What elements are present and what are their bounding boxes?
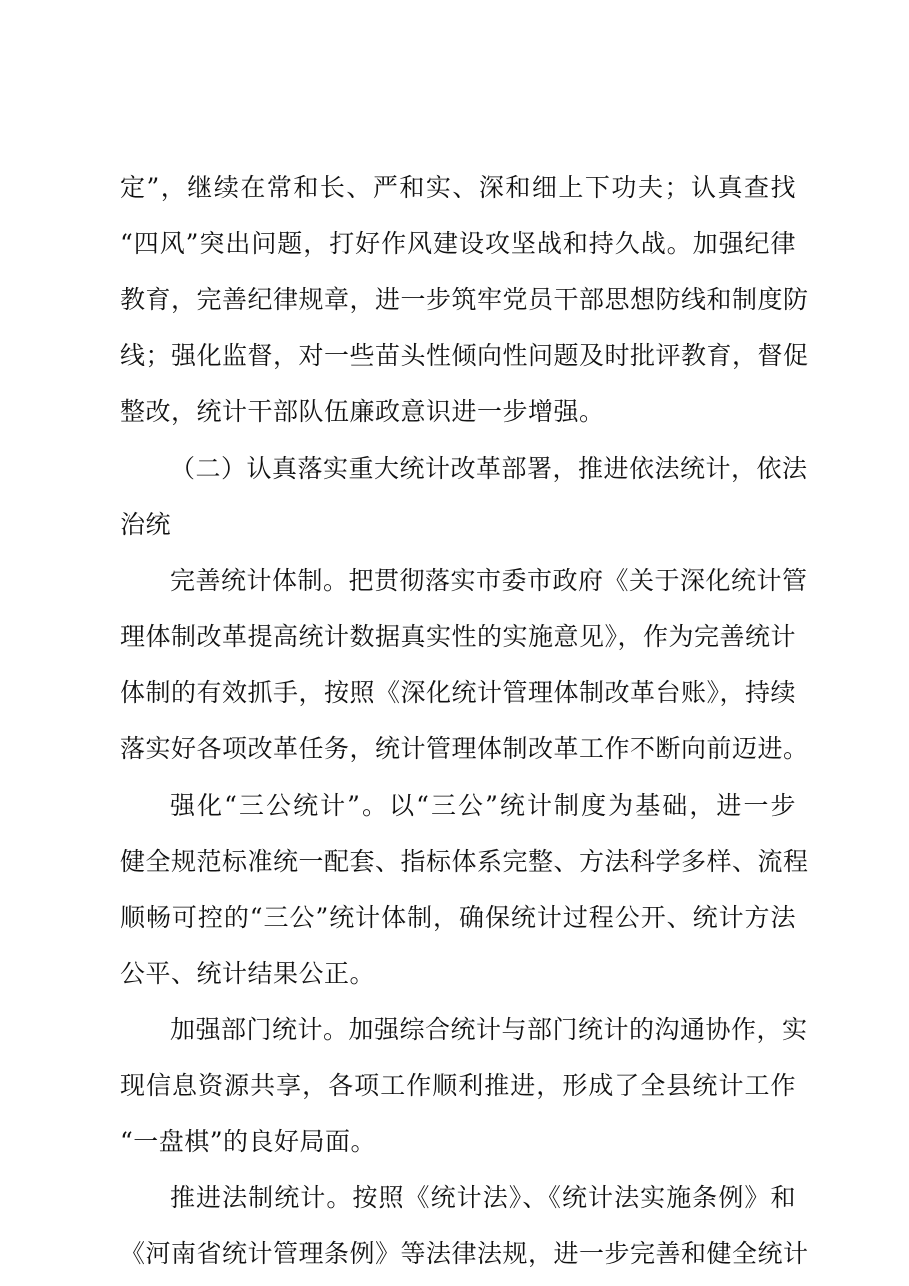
body-text-line: 推进法制统计。按照《统计法》、《统计法实施条例》和 [170, 1183, 796, 1212]
body-text-line: 理体制改革提高统计数据真实性的实施意见》，作为完善统计 [120, 622, 797, 651]
body-text-line: 顺畅可控的“三公”统计体制，确保统计过程公开、统计方法 [120, 903, 796, 932]
body-text-line: 定”，继续在常和长、严和实、深和细上下功夫；认真查找 [120, 173, 796, 202]
body-text-line: 健全规范标准统一配套、指标体系完整、方法科学多样、流程 [120, 847, 809, 876]
body-text-line: 完善统计体制。把贯彻落实市委市政府《关于深化统计管 [170, 566, 808, 595]
body-text-line: 强化“三公统计”。以“三公”统计制度为基础，进一步 [170, 791, 796, 820]
body-text-line: 公平、统计结果公正。 [120, 959, 376, 988]
body-text-line: 教育，完善纪律规章，进一步筑牢党员干部思想防线和制度防 [120, 285, 809, 314]
body-text-line: “四风”突出问题，打好作风建设攻坚战和持久战。加强纪律 [120, 229, 796, 258]
section-heading-line: 治统 [120, 510, 172, 539]
body-text-line: “一盘棋”的良好局面。 [120, 1127, 377, 1156]
body-text-line: 整改，统计干部队伍廉政意识进一步增强。 [120, 397, 605, 426]
body-text-line: 体制的有效抓手，按照《深化统计管理体制改革台账》，持续 [120, 678, 797, 707]
section-heading-line: （二）认真落实重大统计改革部署，推进依法统计，依法 [170, 454, 808, 483]
body-text-line: 《河南省统计管理条例》等法律法规，进一步完善和健全统计 [120, 1239, 809, 1268]
body-text-line: 加强部门统计。加强综合统计与部门统计的沟通协作，实 [170, 1015, 808, 1044]
body-text-line: 现信息资源共享，各项工作顺利推进，形成了全县统计工作 [120, 1071, 796, 1100]
body-text-line: 落实好各项改革任务，统计管理体制改革工作不断向前迈进。 [120, 734, 809, 763]
body-text-line: 线；强化监督，对一些苗头性倾向性问题及时批评教育，督促 [120, 341, 809, 370]
